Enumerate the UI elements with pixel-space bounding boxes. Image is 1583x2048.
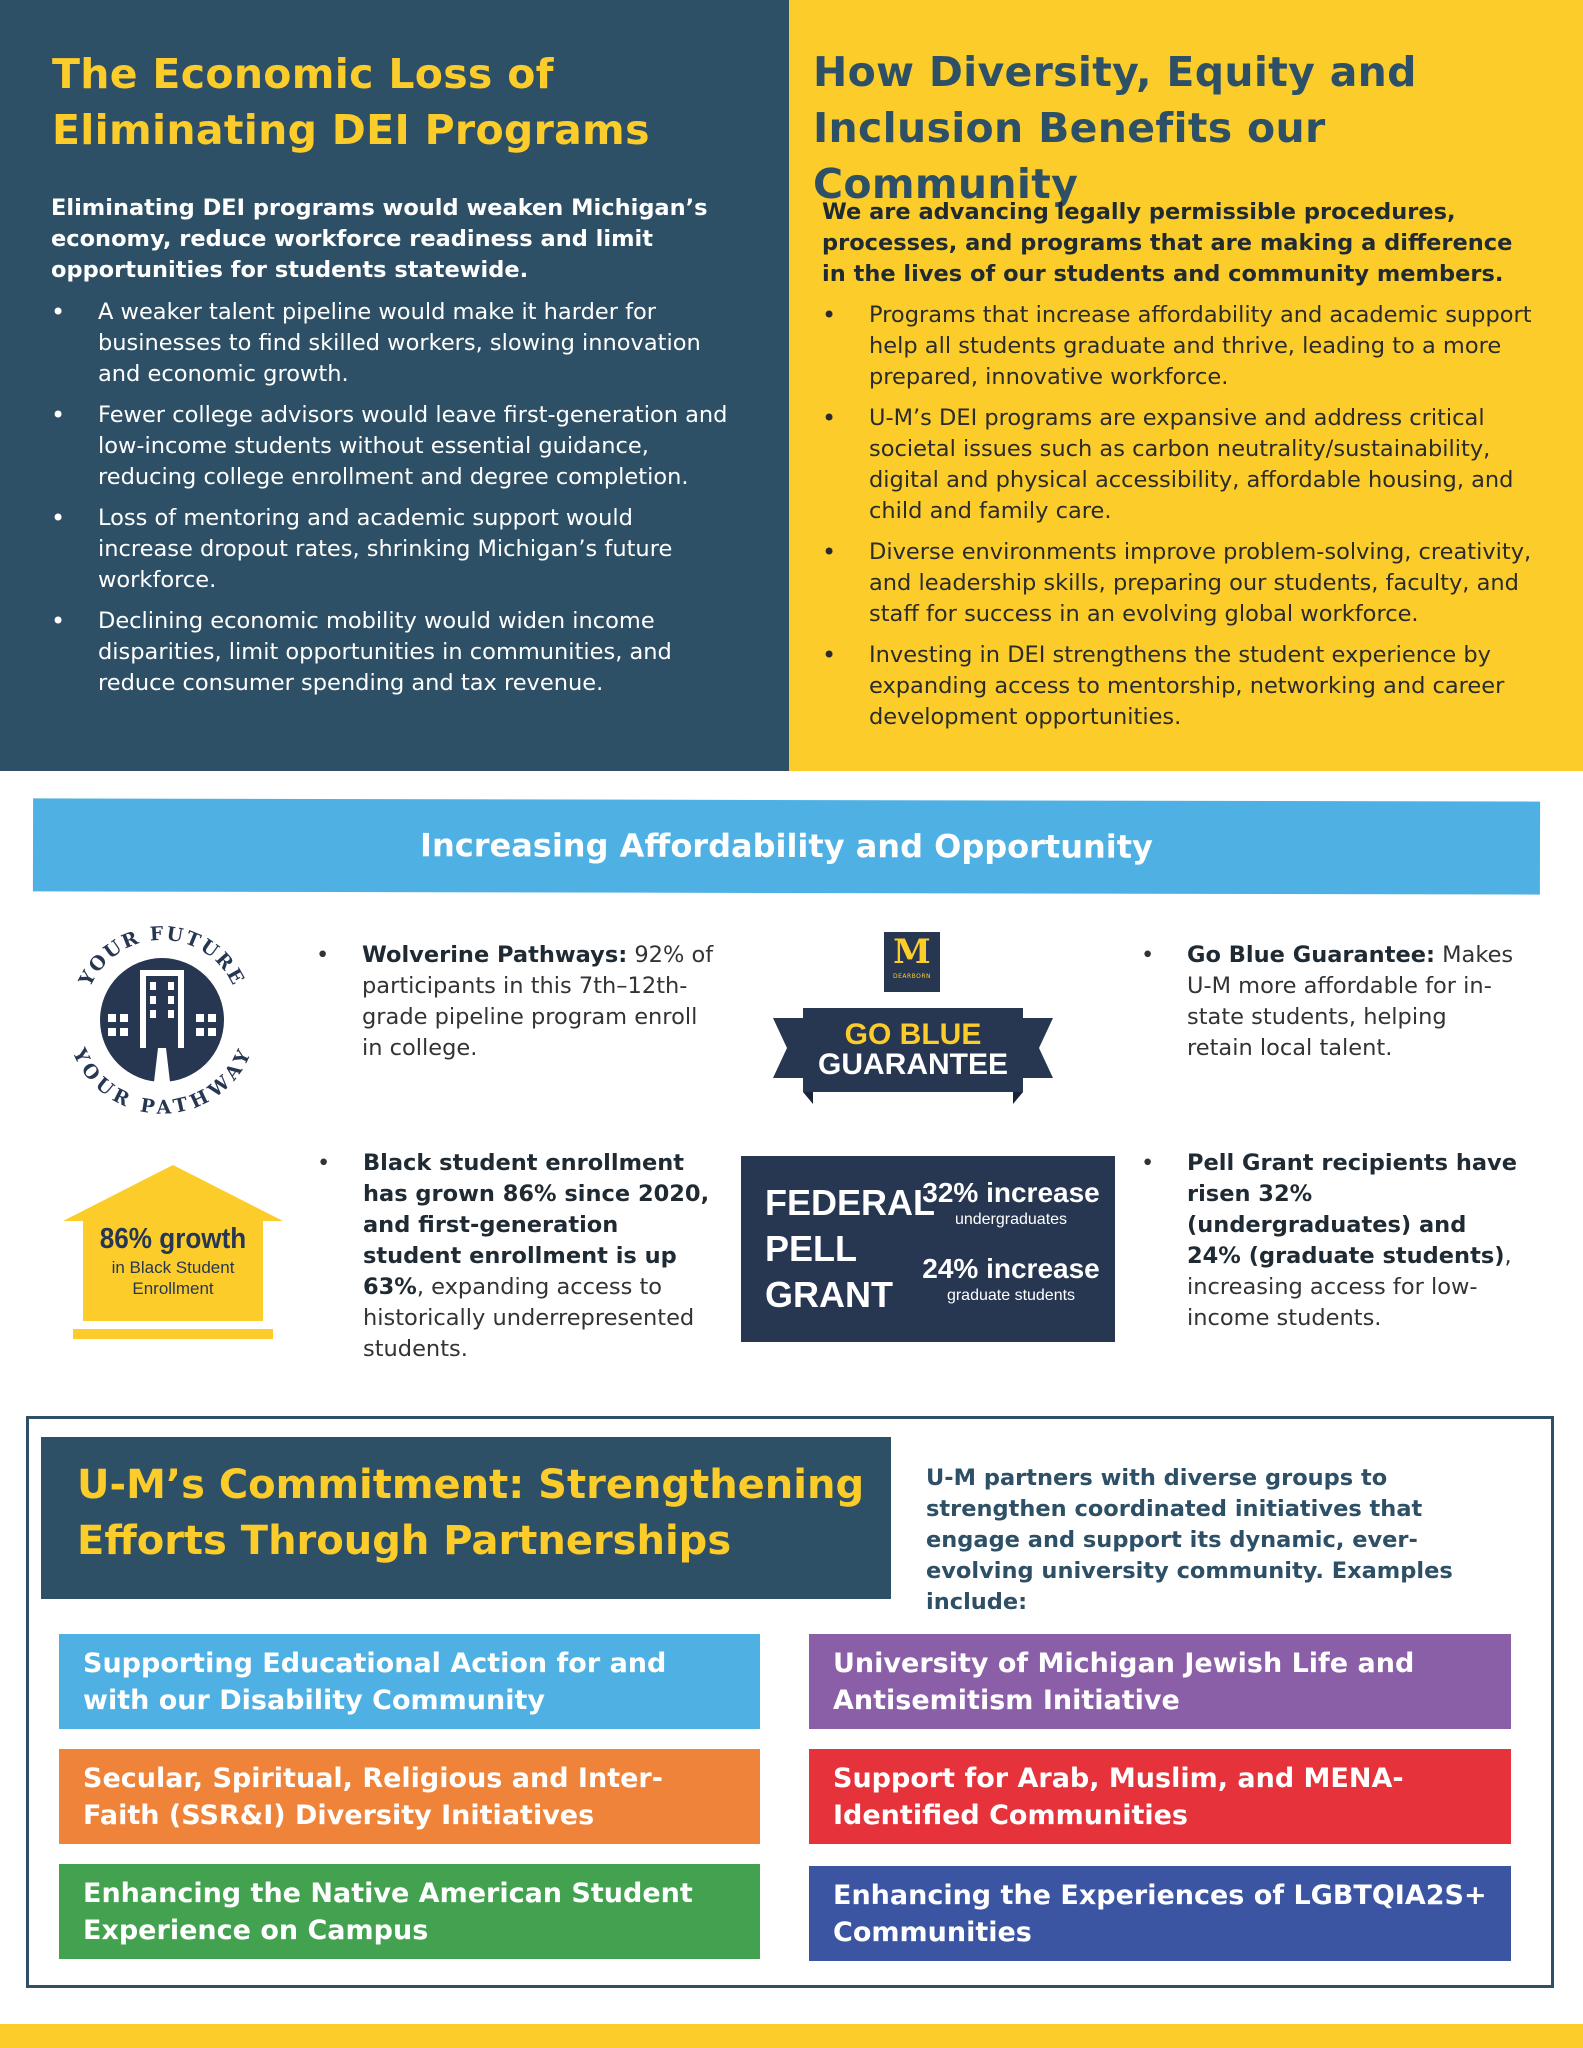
dei-benefits-bullets [822, 300, 1542, 743]
economic-loss-bullets [51, 297, 731, 709]
pell-grant-stat: • Pell Grant recipients have risen 32% (undergraduates) and 24% (graduate students), increasing access for low-income students. [1141, 1150, 1517, 1331]
initiative-lgbtqia2s: Enhancing the Experiences of LGBTQIA2S+ Communities [809, 1866, 1511, 1961]
dei-benefits-title: How Diversity, Equity and Inclusion Benefits our Community [813, 48, 1417, 208]
economic-loss-intro: Eliminating DEI programs would weaken Michigan’s economy, reduce workforce readiness and limit opportunities for students statewide. [51, 195, 708, 283]
go-blue-guarantee-wordmark: GO BLUE GUARANTEE [817, 1018, 1008, 1081]
list-item: • Declining economic mobility would widen income disparities, limit opportunities in communities, and reduce consumer spending and tax revenue. [51, 606, 731, 699]
your-future-pathway-logo [62, 918, 262, 1118]
wolverine-pathways-stat: • Wolverine Pathways: 92% of participants in this 7th–12th-grade pipeline program enroll in college. [316, 942, 714, 1061]
pell-graduate-stat: 24% increase graduate students [922, 1253, 1100, 1304]
economic-loss-panel [0, 0, 789, 771]
economic-loss-title: The Economic Loss of Eliminating DEI Programs [52, 50, 650, 154]
bottom-maize-strip [0, 2024, 1583, 2048]
dei-benefits-panel [789, 0, 1583, 771]
svg-text:YOUR PATHWAY: YOUR PATHWAY [67, 1044, 257, 1118]
initiative-ssri: Secular, Spiritual, Religious and Inter-Faith (SSR&I) Diversity Initiatives [59, 1749, 760, 1844]
commitment-title-box [41, 1437, 891, 1599]
dei-benefits-intro: We are advancing legally permissible procedures, processes, and programs that are making a difference in the lives of our students and community members. [822, 199, 1513, 287]
affordability-banner: Increasing Affordability and Opportunity [33, 798, 1540, 894]
list-item: • U-M’s DEI programs are expansive and address critical societal issues such as carbon neutrality/sustainability, digital and physical accessibility, affordable housing, and child and family care. [822, 403, 1542, 527]
list-item: • Fewer college advisors would leave first-generation and low-income students without essential guidance, reducing college enrollment and degree completion. [51, 400, 731, 493]
list-item: • Programs that increase affordability and academic support help all students graduate and thrive, leading to a more prepared, innovative workforce. [822, 300, 1542, 393]
initiative-arab-muslim-mena: Support for Arab, Muslim, and MENA-Identified Communities [809, 1749, 1511, 1844]
initiative-jewish-life: University of Michigan Jewish Life and Antisemitism Initiative [809, 1634, 1511, 1729]
initiative-native-american: Enhancing the Native American Student Experience on Campus [59, 1864, 760, 1959]
black-enrollment-stat: • Black student enrollment has grown 86% since 2020, and first-generation student enrollment is up 63%, expanding access to historically underrepresented students. [317, 1150, 710, 1362]
go-blue-guarantee-stat: • Go Blue Guarantee: Makes U-M more affordable for in-state students, helping retain local talent. [1141, 942, 1514, 1061]
pell-grant-wordmark: FEDERAL PELL GRANT [765, 1182, 935, 1315]
dearborn-block-m: M DEARBORN [884, 932, 940, 992]
list-item: • Investing in DEI strengthens the student experience by expanding access to mentorship, networking and career development opportunities. [822, 640, 1542, 733]
list-item: • A weaker talent pipeline would make it harder for businesses to find skilled workers, slowing innovation and economic growth. [51, 297, 731, 390]
list-item: • Diverse environments improve problem-solving, creativity, and leadership skills, preparing our students, faculty, and staff for success in an evolving global workforce. [822, 537, 1542, 630]
go-blue-guarantee-logo [773, 928, 1053, 1108]
pell-undergrad-stat: 32% increase undergraduates [922, 1177, 1100, 1228]
initiative-disability: Supporting Educational Action for and with our Disability Community [59, 1634, 760, 1729]
partnerships-intro: U-M partners with diverse groups to strengthen coordinated initiatives that engage and support its dynamic, ever-evolving university community. Examples include: [926, 1465, 1453, 1615]
commitment-title: U-M’s Commitment: Strengthening Efforts Through Partnerships [77, 1462, 865, 1564]
svg-text:YOUR FUTURE: YOUR FUTURE [74, 922, 250, 990]
federal-pell-grant-graphic [741, 1156, 1115, 1342]
black-enrollment-growth-graphic: 86% growth in Black Student Enrollment [63, 1165, 283, 1341]
pathway-logo-icon [62, 918, 262, 1118]
list-item: • Loss of mentoring and academic support would increase dropout rates, shrinking Michigan’s future workforce. [51, 503, 731, 596]
